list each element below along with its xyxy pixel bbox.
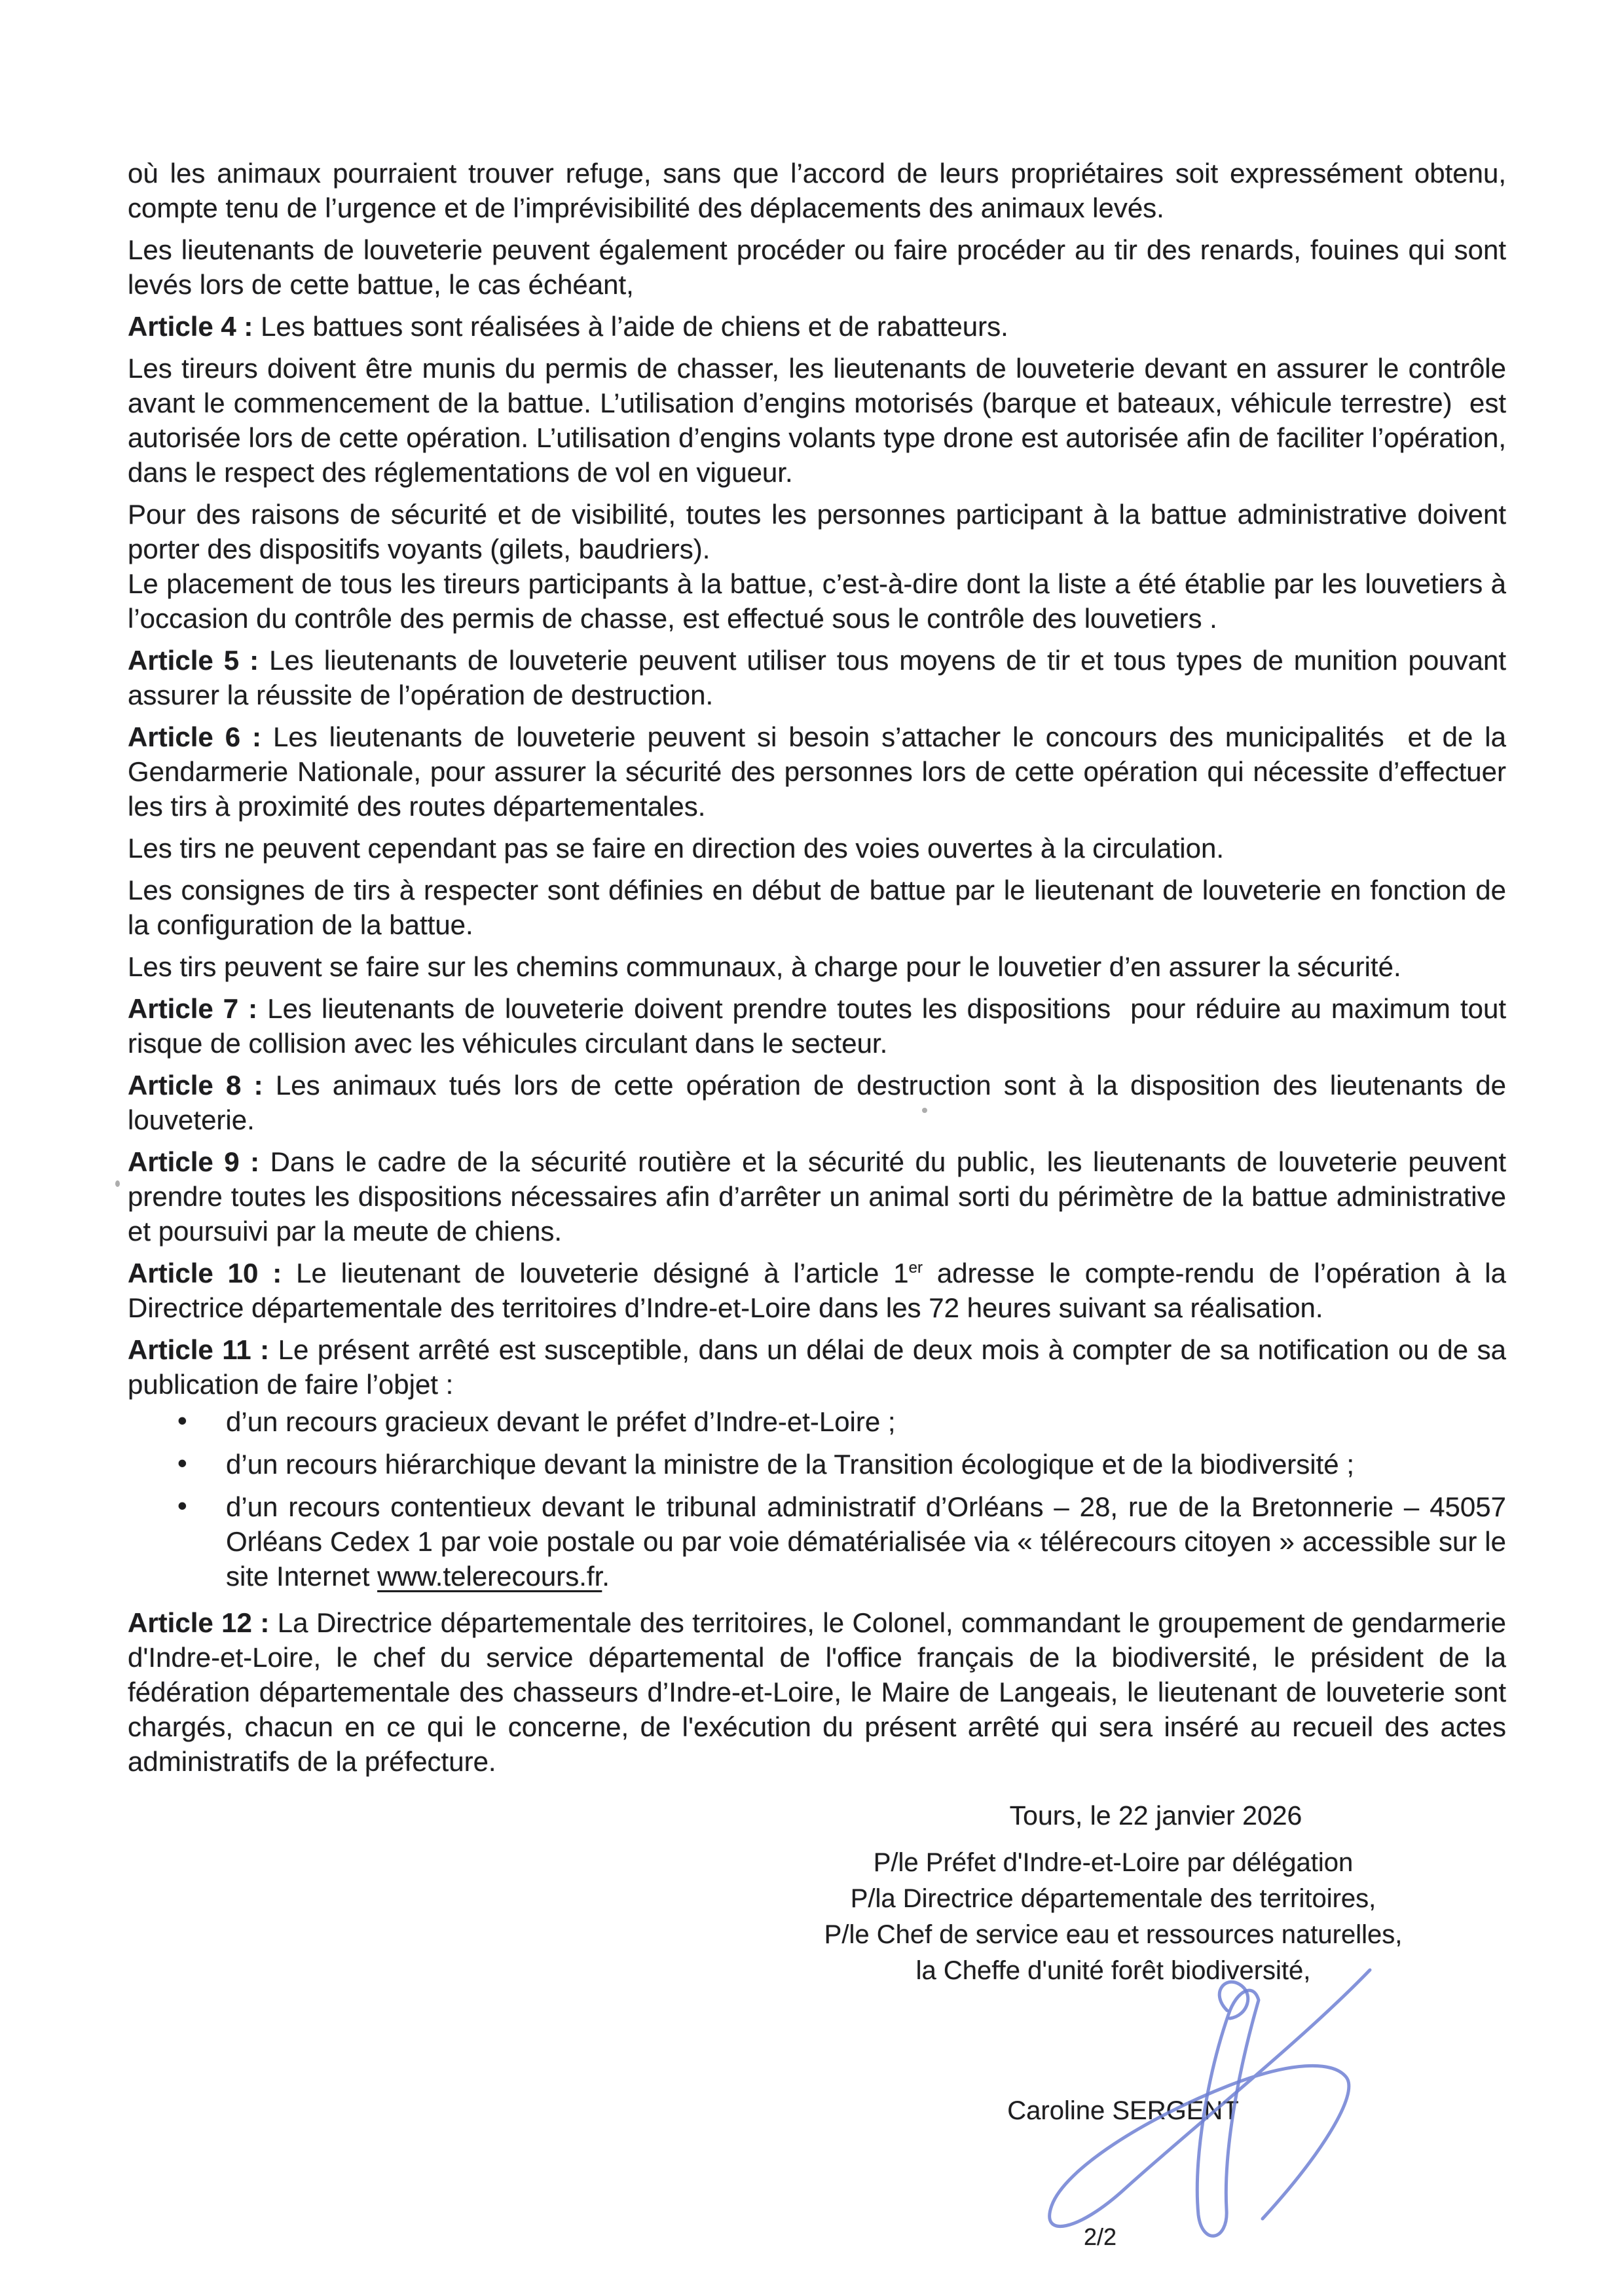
signature-title-line: P/la Directrice départementale des territoires,: [850, 1884, 1376, 1913]
paragraph-tirs-chemins: Les tirs peuvent se faire sur les chemins communaux, à charge pour le louvetier d’en assurer la sécurité.: [128, 951, 1401, 982]
bullet-icon: •: [177, 1490, 187, 1521]
paragraph-tirs-voies: Les tirs ne peuvent cependant pas se faire en direction des voies ouvertes à la circulation.: [128, 833, 1224, 864]
paragraph-consignes-tirs: Les consignes de tirs à respecter sont définies en début de battue par le lieutenant de louveterie en fonction de la configuration de la battue.: [128, 875, 1506, 940]
article-10-text-end: adresse le compte-rendu de l’opération à la Directrice départementale des territoires d’Indre-et-Loire dans les 72 heures suivant sa réalisation.: [128, 1258, 1506, 1323]
scan-artifact: [115, 1180, 120, 1187]
list-item-text-before-link: d’un recours contentieux devant le tribunal administratif d’Orléans – 28, rue de la Bretonnerie – 45057 Orléans Cedex 1 par voie postale ou par voie dématérialisée via « télérecours citoyen » accessible sur le site Internet: [226, 1491, 1506, 1592]
article-11-text: Le présent arrêté est susceptible, dans un délai de deux mois à compter de sa notification ou de sa publication de faire l’objet :: [128, 1334, 1506, 1400]
handwritten-signature: [950, 1962, 1382, 2244]
place-date-line: Tours, le 22 janvier 2026: [1009, 1800, 1302, 1831]
ordinal-superscript: er: [908, 1259, 923, 1277]
article-5: [128, 643, 1506, 712]
article-5-label: Article 5 :: [128, 645, 259, 676]
article-6-text: Les lieutenants de louveterie peuvent si besoin s’attacher le concours des municipalités et de la Gendarmerie Nationale, pour assurer la sécurité des personnes lors de cette opération qui nécessite d’effectuer les tirs à proximité des routes départementales.: [128, 721, 1506, 822]
article-9-text: Dans le cadre de la sécurité routière et la sécurité du public, les lieutenants de louveterie peuvent prendre toutes les dispositions nécessaires afin d’arrêter un animal sorti du périmètre de la battue administrative et poursuivi par la meute de chiens.: [128, 1146, 1506, 1247]
scan-artifact: [922, 1108, 927, 1113]
telerecours-link[interactable]: www.telerecours.fr: [377, 1561, 602, 1592]
paragraph-tir-renards: Les lieutenants de louveterie peuvent également procéder ou faire procéder au tir des renards, fouines qui sont levés lors de cette battue, le cas échéant,: [128, 234, 1506, 300]
article-7-text: Les lieutenants de louveterie doivent prendre toutes les dispositions pour réduire au maximum tout risque de collision avec les véhicules circulant dans le secteur.: [128, 993, 1506, 1059]
article-9-label: Article 9 :: [128, 1146, 260, 1177]
article-10-text-start: Le lieutenant de louveterie désigné à l’article 1: [282, 1258, 909, 1288]
article-12: [128, 1605, 1506, 1779]
article-12-label: Article 12 :: [128, 1607, 270, 1638]
bullet-icon: •: [177, 1448, 187, 1478]
article-8-label: Article 8 :: [128, 1070, 263, 1101]
paragraph-tireurs-permis: Les tireurs doivent être munis du permis de chasser, les lieutenants de louveterie devant en assurer le contrôle avant le commencement de la battue. L’utilisation d’engins motorisés (barque et bateaux, véhicule terrestre) est autorisée lors de cette opération. L’utilisation d’engins volants type drone est autorisée afin de faciliter l’opération, dans le respect des réglementations de vol en vigueur.: [128, 353, 1506, 488]
article-7: [128, 991, 1506, 1061]
article-7-label: Article 7 :: [128, 993, 258, 1024]
article-11-label: Article 11 :: [128, 1334, 270, 1365]
closing-section: [128, 1798, 1506, 2128]
article-10: [128, 1256, 1506, 1325]
signature-title-line: la Cheffe d'unité forêt biodiversité,: [915, 1956, 1311, 1985]
article-8-text: Les animaux tués lors de cette opération de destruction sont à la disposition des lieutenants de louveterie.: [128, 1070, 1506, 1135]
list-item-text: d’un recours hiérarchique devant la ministre de la Transition écologique et de la biodiversité ;: [226, 1449, 1354, 1480]
paragraph-refuge: où les animaux pourraient trouver refuge, sans que l’accord de leurs propriétaires soit expressément obtenu, compte tenu de l’urgence et de l’imprévisibilité des déplacements des animaux levés.: [128, 158, 1506, 223]
bullet-icon: •: [177, 1405, 187, 1436]
paragraph-placement-tireurs: Le placement de tous les tireurs participants à la battue, c’est-à-dire dont la liste a été établie par les louvetiers à l’occasion du contrôle des permis de chasse, est effectué sous le contrôle des louvetiers .: [128, 568, 1506, 634]
article-8: [128, 1068, 1506, 1137]
article-11: [128, 1332, 1506, 1402]
article-4: [128, 309, 1506, 344]
signature-title-line: P/le Chef de service eau et ressources naturelles,: [824, 1920, 1403, 1949]
list-item-text: d’un recours gracieux devant le préfet d’Indre-et-Loire ;: [226, 1406, 896, 1437]
page-number: 2/2: [1084, 2223, 1117, 2250]
signer-name: Caroline SERGENT: [1007, 2096, 1239, 2125]
signature-stroke: [1050, 1970, 1370, 2227]
list-item-text: [226, 1491, 1506, 1592]
signature-stroke: [1197, 1990, 1259, 2236]
signature-title-line: P/le Préfet d'Indre-et-Loire par délégation: [873, 1848, 1354, 1877]
article-10-label: Article 10 :: [128, 1258, 282, 1288]
article-6-label: Article 6 :: [128, 721, 262, 752]
article-5-text: Les lieutenants de louveterie peuvent utiliser tous moyens de tir et tous types de munition pouvant assurer la réussite de l’opération de destruction.: [128, 645, 1506, 710]
decree-body: [128, 156, 1506, 2128]
article-12-text: La Directrice départementale des territoires, le Colonel, commandant le groupement de gendarmerie d'Indre-et-Loire, le chef du service départemental de l'office français de la biodiversité, le président de la fédération départementale des chasseurs d’Indre-et-Loire, le Maire de Langeais, le lieutenant de louveterie sont chargés, chacun en ce qui le concerne, de l'exécution du présent arrêté qui sera inséré au recueil des actes administratifs de la préfecture.: [128, 1607, 1506, 1777]
recours-list: [128, 1404, 1506, 1594]
list-item-recours-contentieux: [128, 1489, 1506, 1594]
paragraph-dispositifs-voyants: Pour des raisons de sécurité et de visibilité, toutes les personnes participant à la battue administrative doivent porter des dispositifs voyants (gilets, baudriers).: [128, 499, 1506, 564]
article-9: [128, 1144, 1506, 1248]
list-item-recours-hierarchique: [128, 1447, 1506, 1482]
article-6: [128, 720, 1506, 824]
list-item-text-after-link: .: [602, 1561, 610, 1592]
list-item-recours-gracieux: [128, 1404, 1506, 1439]
article-4-text: Les battues sont réalisées à l’aide de chiens et de rabatteurs.: [253, 311, 1008, 342]
article-4-label: Article 4 :: [128, 311, 253, 342]
